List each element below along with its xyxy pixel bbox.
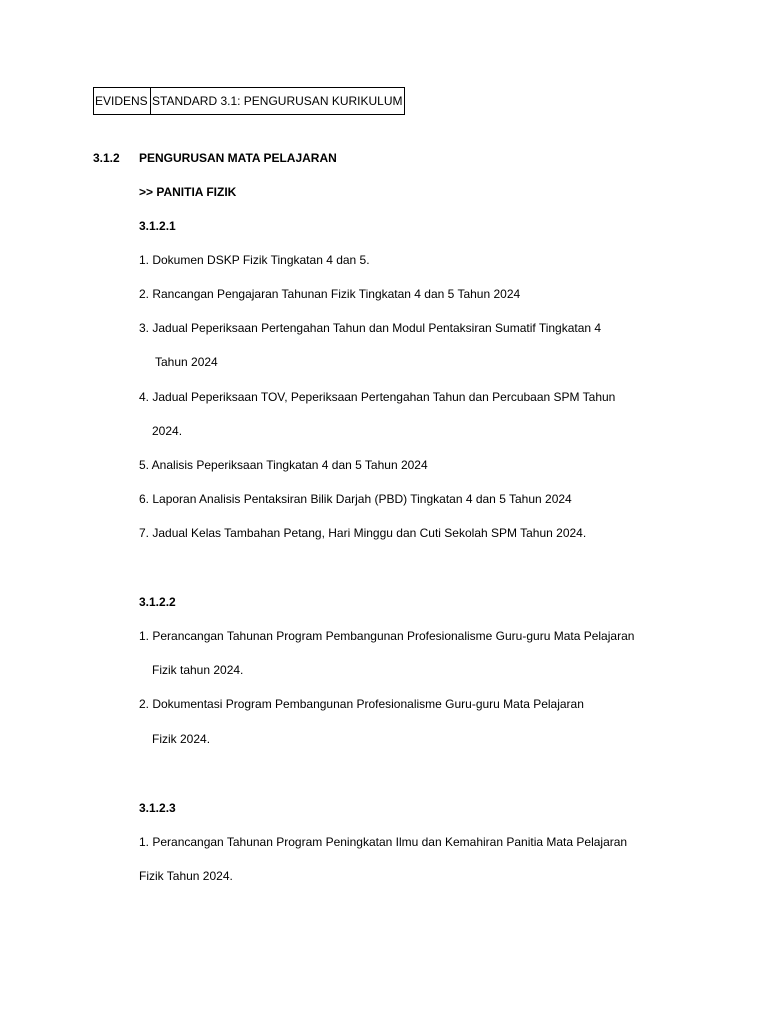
list-item: 1. Dokumen DSKP Fizik Tingkatan 4 dan 5. xyxy=(139,253,370,267)
list-item: 7. Jadual Kelas Tambahan Petang, Hari Minggu dan Cuti Sekolah SPM Tahun 2024. xyxy=(139,526,587,540)
list-item-continuation: 2024. xyxy=(152,424,183,438)
list-item: 4. Jadual Peperiksaan TOV, Peperiksaan Pertengahan Tahun dan Percubaan SPM Tahun xyxy=(139,390,616,404)
list-item-continuation: Tahun 2024 xyxy=(155,355,218,369)
list-item-continuation: Fizik tahun 2024. xyxy=(152,663,244,677)
evidens-box xyxy=(93,87,405,115)
subsection-heading-2: 3.1.2.2 xyxy=(139,595,176,609)
list-item: 2. Dokumentasi Program Pembangunan Profesionalisme Guru-guru Mata Pelajaran xyxy=(139,697,584,711)
section-title: PENGURUSAN MATA PELAJARAN xyxy=(139,151,337,165)
standard-title: STANDARD 3.1: PENGURUSAN KURIKULUM xyxy=(151,88,405,115)
evidens-label: EVIDENS xyxy=(94,88,151,115)
evidens-row xyxy=(94,88,405,115)
list-item: 5. Analisis Peperiksaan Tingkatan 4 dan 5 Tahun 2024 xyxy=(139,458,428,472)
list-item-continuation: Fizik Tahun 2024. xyxy=(139,869,233,883)
subsection-heading-1: 3.1.2.1 xyxy=(139,219,176,233)
list-item-continuation: Fizik 2024. xyxy=(152,732,211,746)
list-item: 1. Perancangan Tahunan Program Pembangunan Profesionalisme Guru-guru Mata Pelajaran xyxy=(139,629,635,643)
list-item: 3. Jadual Peperiksaan Pertengahan Tahun dan Modul Pentaksiran Sumatif Tingkatan 4 xyxy=(139,321,602,335)
subsection-heading-3: 3.1.2.3 xyxy=(139,801,176,815)
list-item: 2. Rancangan Pengajaran Tahunan Fizik Tingkatan 4 dan 5 Tahun 2024 xyxy=(139,287,521,301)
section-number: 3.1.2 xyxy=(93,151,120,165)
panel-heading: >> PANITIA FIZIK xyxy=(139,185,237,199)
list-item: 6. Laporan Analisis Pentaksiran Bilik Darjah (PBD) Tingkatan 4 dan 5 Tahun 2024 xyxy=(139,492,572,506)
list-item: 1. Perancangan Tahunan Program Peningkatan Ilmu dan Kemahiran Panitia Mata Pelajaran xyxy=(139,835,628,849)
